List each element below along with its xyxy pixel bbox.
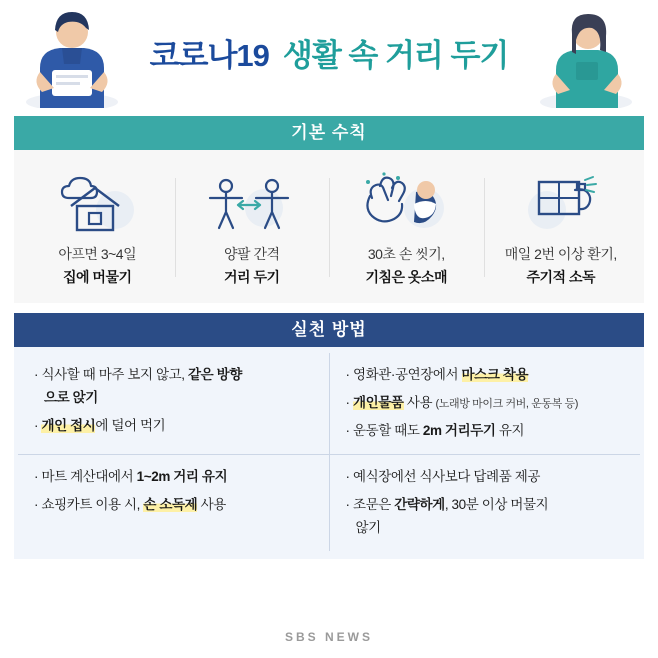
list-item-highlight: 개인 접시 — [41, 417, 96, 433]
practice-methods-bar: 실천 방법 — [14, 313, 644, 347]
list-item-emphasis: 같은 방향 — [187, 367, 242, 382]
list-item — [346, 421, 627, 442]
list-item — [346, 365, 627, 386]
practice-cell-top-right — [330, 353, 641, 454]
rule-item — [20, 164, 175, 287]
rule-line2: 기침은 옷소매 — [365, 269, 448, 285]
title-keyword: 코로나19 — [149, 38, 269, 73]
list-item-highlight: 마스크 착용 — [461, 367, 529, 382]
list-item-text: · — [34, 417, 42, 433]
footer-brand: SBS NEWS — [284, 630, 373, 644]
list-item-text: · 조문은 — [345, 496, 395, 512]
list-item-text: 에 덜어 먹기 — [95, 417, 166, 433]
practice-cell-bottom-right — [330, 455, 641, 551]
rule-line1: 아프면 3~4일 — [58, 246, 137, 262]
handwash-icon — [329, 164, 484, 238]
list-item-text: · 예식장에선 식사보다 답례품 제공 — [345, 468, 540, 484]
list-item — [346, 467, 627, 488]
list-item-text: 사용 — [403, 394, 436, 410]
list-item-emphasis: 1~2m 거리 유지 — [136, 468, 228, 484]
list-item-text: 사용 — [197, 496, 226, 512]
list-item-text: · 식사할 때 마주 보지 않고, — [34, 367, 188, 382]
list-item-text: 유지 — [495, 422, 525, 438]
header — [0, 0, 658, 108]
list-item-emphasis: 2m 거리두기 — [422, 422, 496, 438]
list-item — [346, 495, 627, 516]
list-item-emphasis: 간략하게 — [394, 496, 445, 512]
list-item — [34, 495, 315, 516]
list-item — [34, 388, 315, 409]
list-item-emphasis: 으로 앉기 — [44, 389, 98, 405]
list-item-note: (노래방 마이크 커버, 운동복 등) — [435, 397, 579, 410]
rule-line1: 30초 손 씻기, — [367, 246, 445, 262]
title-main: 생활 속 거리 두기 — [282, 38, 509, 73]
practice-cell-top-left — [18, 353, 330, 454]
house-icon — [20, 164, 175, 238]
list-item-highlight: 손 소독제 — [143, 496, 198, 512]
practice-row-bottom — [18, 455, 640, 551]
distance-icon — [175, 164, 330, 238]
list-item-text: · — [345, 394, 353, 410]
rule-line2: 주기적 소독 — [526, 269, 595, 285]
list-item — [34, 416, 315, 437]
rule-item — [484, 164, 639, 287]
basic-rules-bar: 기본 수칙 — [14, 116, 644, 150]
list-item-text: · 마트 계산대에서 — [34, 468, 137, 484]
list-item — [34, 467, 315, 488]
rule-line1: 매일 2번 이상 환기, — [504, 246, 617, 262]
list-item — [346, 518, 627, 539]
rule-line2: 거리 두기 — [224, 269, 280, 285]
practice-methods-panel — [14, 347, 644, 559]
page-title — [0, 30, 658, 75]
list-item-text: · 운동할 때도 — [345, 422, 423, 438]
list-item — [34, 365, 315, 386]
practice-cell-bottom-left — [18, 455, 330, 551]
list-item-text: 않기 — [355, 519, 381, 535]
practice-row-top — [18, 353, 640, 455]
rule-line2: 집에 머물기 — [62, 269, 132, 285]
basic-rules-panel — [14, 150, 644, 303]
list-item-text: · 영화관·공연장에서 — [345, 367, 462, 382]
spray-window-icon — [484, 164, 639, 238]
list-item-text: , 30분 이상 머물지 — [444, 496, 549, 512]
list-item-highlight: 개인물품 — [352, 394, 404, 410]
list-item-text: · 쇼핑카트 이용 시, — [34, 496, 144, 512]
rule-item — [329, 164, 484, 287]
rule-item — [175, 164, 330, 287]
list-item — [346, 393, 627, 414]
rule-line1: 양팔 간격 — [224, 246, 280, 262]
